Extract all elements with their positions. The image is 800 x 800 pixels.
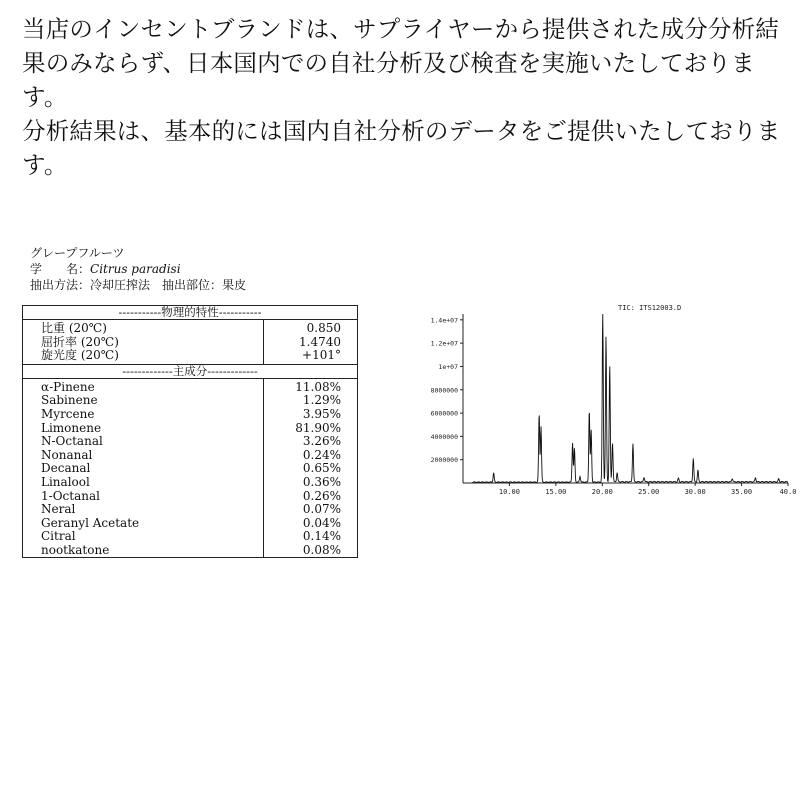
physical-property-name: 旋光度 (20℃) <box>41 348 119 363</box>
intro-paragraph-1: 当店のインセントブランドは、サプライヤーから提供された成分分析結果のみならず、日本国内での自社分析及び検査を実施いたしております。 <box>22 15 779 111</box>
component-row <box>23 490 357 504</box>
component-row <box>23 381 357 395</box>
y-tick-label: 1.2e+07 <box>430 339 458 348</box>
component-row <box>23 462 357 476</box>
intro-paragraph-2: 分析結果は、基本的には国内自社分析のデータをご提供いたしております。 <box>22 117 781 179</box>
x-tick-label: 35.00 <box>731 488 753 496</box>
component-value: 0.26% <box>302 488 341 503</box>
component-row <box>23 449 357 463</box>
oil-header <box>30 245 246 293</box>
y-tick-label: 6000000 <box>430 409 458 418</box>
intro-text <box>22 12 782 182</box>
component-name: Decanal <box>41 461 91 476</box>
components-body <box>23 379 357 558</box>
physical-property-value: 0.850 <box>306 321 341 335</box>
y-tick-label: 8000000 <box>430 386 458 395</box>
component-value: 81.90% <box>295 420 341 435</box>
x-tick-label: 20.00 <box>591 488 613 496</box>
component-name: 1-Octanal <box>41 488 100 503</box>
physical-property-name: 比重 (20℃) <box>41 321 107 335</box>
component-value: 1.29% <box>302 393 341 408</box>
method-value: 冷却圧搾法 <box>90 278 151 292</box>
component-row <box>23 476 357 490</box>
component-name: Citral <box>41 529 76 544</box>
physical-property-name: 屈折率 (20℃) <box>41 334 119 349</box>
oil-name: グレープフルーツ <box>30 246 125 260</box>
component-name: α-Pinene <box>41 379 95 394</box>
x-tick-label: 15.00 <box>545 488 567 496</box>
scientific-label: 学 名： <box>30 262 91 276</box>
component-value: 3.95% <box>302 406 341 421</box>
chromatogram-trace <box>472 314 788 483</box>
component-row <box>23 517 357 531</box>
component-name: Limonene <box>41 420 102 435</box>
component-row <box>23 503 357 517</box>
y-tick-label: 2000000 <box>430 456 458 465</box>
analysis-table <box>22 305 358 558</box>
component-value: 0.24% <box>302 447 341 462</box>
component-value: 0.07% <box>302 502 341 517</box>
physical-property-row <box>23 349 357 363</box>
component-row <box>23 530 357 544</box>
component-value: 0.04% <box>302 515 341 530</box>
x-tick-label: 10.00 <box>498 488 520 496</box>
physical-properties-body <box>23 320 357 364</box>
component-value: 3.26% <box>302 434 341 449</box>
component-value: 11.08% <box>295 379 341 394</box>
scientific-name-row <box>30 261 246 277</box>
component-row <box>23 544 357 558</box>
part-value: 果皮 <box>222 278 247 292</box>
component-name: Nonanal <box>41 447 93 462</box>
physical-properties-title: -----------物理的特性----------- <box>23 306 357 320</box>
chromatogram-title: TIC: ITS12003.D <box>618 304 682 312</box>
component-row <box>23 394 357 408</box>
component-row <box>23 422 357 436</box>
y-tick-label: 4000000 <box>430 432 458 441</box>
component-name: Geranyl Acetate <box>41 515 140 530</box>
component-value: 0.14% <box>302 529 341 544</box>
component-name: Sabinene <box>41 393 98 408</box>
y-tick-label: 1.4e+07 <box>430 316 458 325</box>
x-tick-label: 25.00 <box>638 488 660 496</box>
component-name: nootkatone <box>41 542 110 557</box>
y-tick-label: 1e+07 <box>438 362 458 371</box>
physical-property-row <box>23 322 357 336</box>
part-label: 抽出部位： <box>162 278 223 292</box>
component-name: N-Octanal <box>41 434 103 449</box>
component-value: 0.65% <box>302 461 341 476</box>
component-name: Linalool <box>41 474 90 489</box>
component-value: 0.08% <box>302 542 341 557</box>
component-name: Myrcene <box>41 406 95 421</box>
x-tick-label: 40.0 <box>779 488 797 496</box>
component-value: 0.36% <box>302 474 341 489</box>
physical-property-value: +101° <box>302 348 341 363</box>
component-name: Neral <box>41 502 76 517</box>
component-row <box>23 435 357 449</box>
x-tick-label: 30.00 <box>684 488 706 496</box>
components-title: -------------主成分------------- <box>23 364 357 379</box>
scientific-name: Citrus paradisi <box>90 262 181 276</box>
gc-chromatogram <box>408 300 797 500</box>
physical-property-value: 1.4740 <box>299 334 341 349</box>
component-row <box>23 408 357 422</box>
extraction-row <box>30 277 246 293</box>
method-label: 抽出方法： <box>30 278 91 292</box>
